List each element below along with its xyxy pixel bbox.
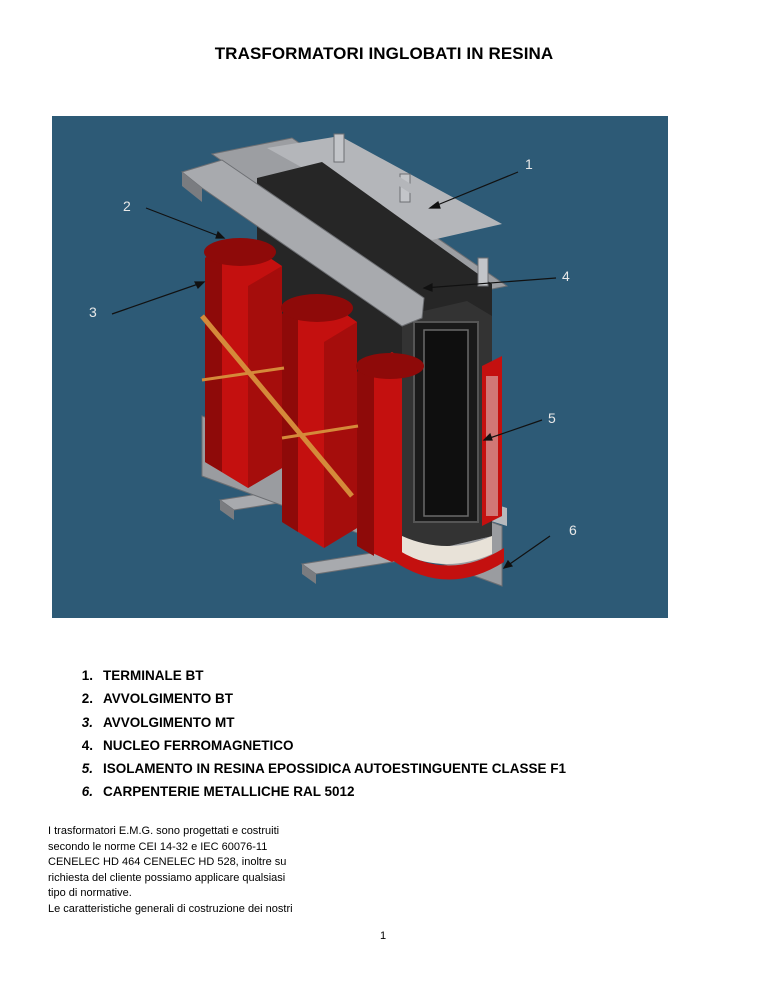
callout-4: 4 xyxy=(562,268,570,284)
component-list xyxy=(72,664,566,804)
callout-1: 1 xyxy=(525,156,533,172)
list-item xyxy=(72,687,566,710)
list-item-label: AVVOLGIMENTO MT xyxy=(103,714,235,730)
paragraph-line: I trasformatori E.M.G. sono progettati e costruiti xyxy=(48,825,280,837)
list-item xyxy=(72,757,566,780)
list-item-label: ISOLAMENTO IN RESINA EPOSSIDICA AUTOESTINGUENTE CLASSE F1 xyxy=(103,761,567,777)
list-item-number: 4. xyxy=(81,737,93,753)
page-title: TRASFORMATORI INGLOBATI IN RESINA xyxy=(214,44,554,63)
description-paragraph xyxy=(48,824,348,918)
paragraph-line: richiesta del cliente possiamo applicare qualsiasi xyxy=(48,871,286,884)
list-item xyxy=(72,711,566,734)
list-item-number: 3. xyxy=(81,714,93,730)
paragraph-line: secondo le norme CEI 14-32 e IEC 60076-11 xyxy=(48,840,268,853)
callout-2: 2 xyxy=(123,198,131,214)
list-item-number: 5. xyxy=(81,761,93,777)
list-item-label: TERMINALE BT xyxy=(103,668,204,683)
paragraph-line: Le caratteristiche generali di costruzione dei nostri xyxy=(48,902,293,915)
page-number: 1 xyxy=(380,930,387,942)
list-item xyxy=(72,734,566,757)
list-item-label: NUCLEO FERROMAGNETICO xyxy=(103,737,294,753)
callout-3: 3 xyxy=(89,304,97,320)
list-item-label: AVVOLGIMENTO BT xyxy=(103,691,234,707)
paragraph-line: CENELEC HD 464 CENELEC HD 528, inoltre su xyxy=(48,856,287,869)
list-item xyxy=(72,780,566,803)
list-item-number: 2. xyxy=(81,691,93,707)
list-item-label: CARPENTERIE METALLICHE RAL 5012 xyxy=(103,784,355,800)
list-item-number: 1. xyxy=(81,668,93,683)
list-item-number: 6. xyxy=(81,784,93,800)
transformer-drawing xyxy=(52,116,668,618)
callout-5: 5 xyxy=(548,410,556,426)
transformer-illustration xyxy=(52,116,668,618)
callout-6: 6 xyxy=(569,522,577,538)
list-item xyxy=(72,664,566,687)
paragraph-line: tipo di normative. xyxy=(48,887,132,900)
